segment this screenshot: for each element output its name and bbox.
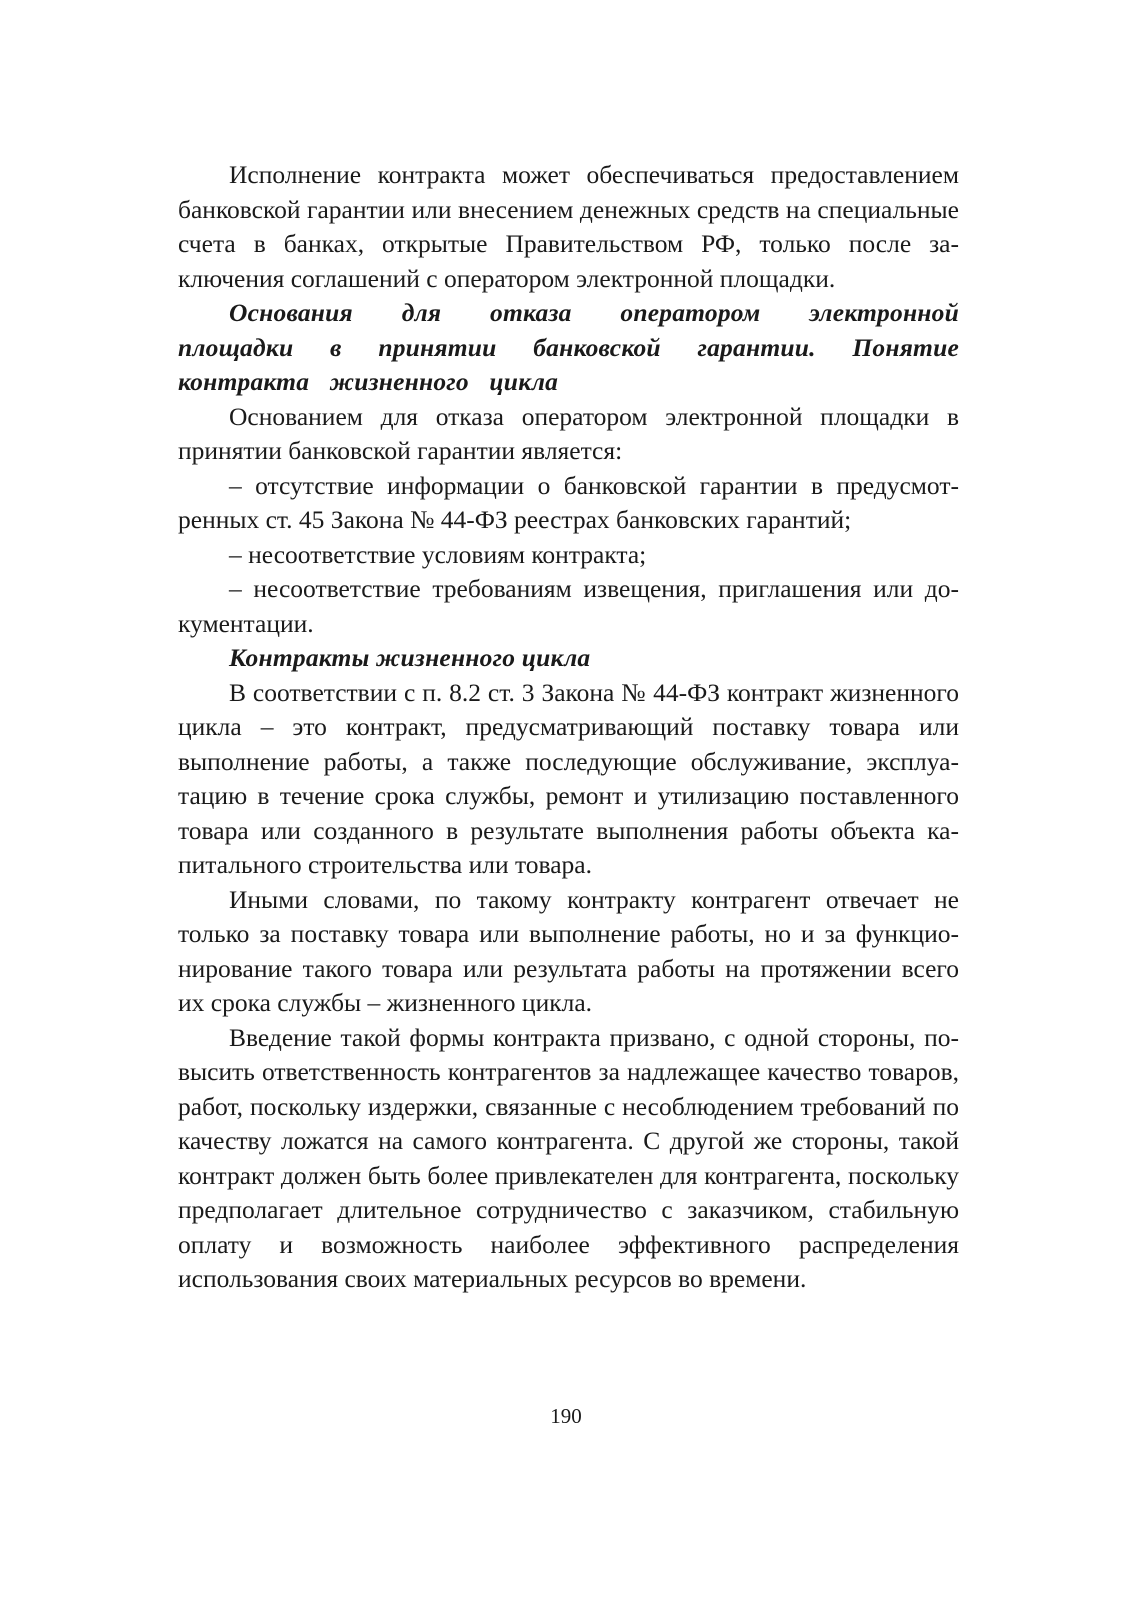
- paragraph-contractor-responsibility: Иными словами, по такому контракту контрагент отвечает не только за поставку товара или выполнение работы, но и за функционирование такого товара или результата работы на протяжении всего их срока службы – жизненного цикла.: [178, 884, 959, 1017]
- page-body: [178, 158, 959, 1297]
- paragraph-refusal-grounds-intro: Основанием для отказа оператором электронной площадки в принятии банковской гарантии является:: [178, 401, 959, 465]
- page-number: 190: [550, 1404, 582, 1428]
- paragraph-purpose-of-form: Введение такой формы контракта призвано, с одной стороны, повысить ответственность контрагентов за надлежащее качество товаров, работ, поскольку издержки, связанные с несоблюдением требований по качеству ложатся на самого контрагента. С другой же стороны, такой контракт должен быть более привлекателен для контрагента, поскольку предполагает длительное сотрудничество с заказчиком, стабильную оплату и возможность наиболее эффективного распределения использования своих материальных ресурсов во времени.: [178, 1022, 959, 1293]
- list-item-no-registry-info: – отсутствие информации о банковской гарантии в предусмотренных ст. 45 Закона № 44-ФЗ реестрах банковских гарантий;: [178, 470, 959, 534]
- paragraph-contract-security: Исполнение контракта может обеспечиваться предоставлением банковской гарантии или внесением денежных средств на специальные счета в банках, открытые Правительством РФ, только после заключения соглашений с оператором электронной площадки.: [178, 160, 959, 293]
- list-item-notice-mismatch: – несоответствие требованиям извещения, приглашения или документации.: [178, 574, 959, 638]
- list-item-contract-mismatch: – несоответствие условиям контракта;: [229, 539, 647, 569]
- section-heading-life-cycle-contracts: Контракты жизненного цикла: [229, 643, 591, 672]
- section-heading-refusal-grounds: Основания для отказа оператором электронной площадки в принятии банковской гарантии. Понятие контракта жизненного цикла: [178, 298, 959, 396]
- paragraph-life-cycle-definition: В соответствии с п. 8.2 ст. 3 Закона № 44-ФЗ контракт жизненного цикла – это контракт, предусматривающий поставку товара или выполнение работы, а также последующие обслуживание, эксплуатацию в течение срока службы, ремонт и утилизацию поставленного товара или созданного в результате выполнения работы объекта капитального строительства или товара.: [178, 677, 959, 879]
